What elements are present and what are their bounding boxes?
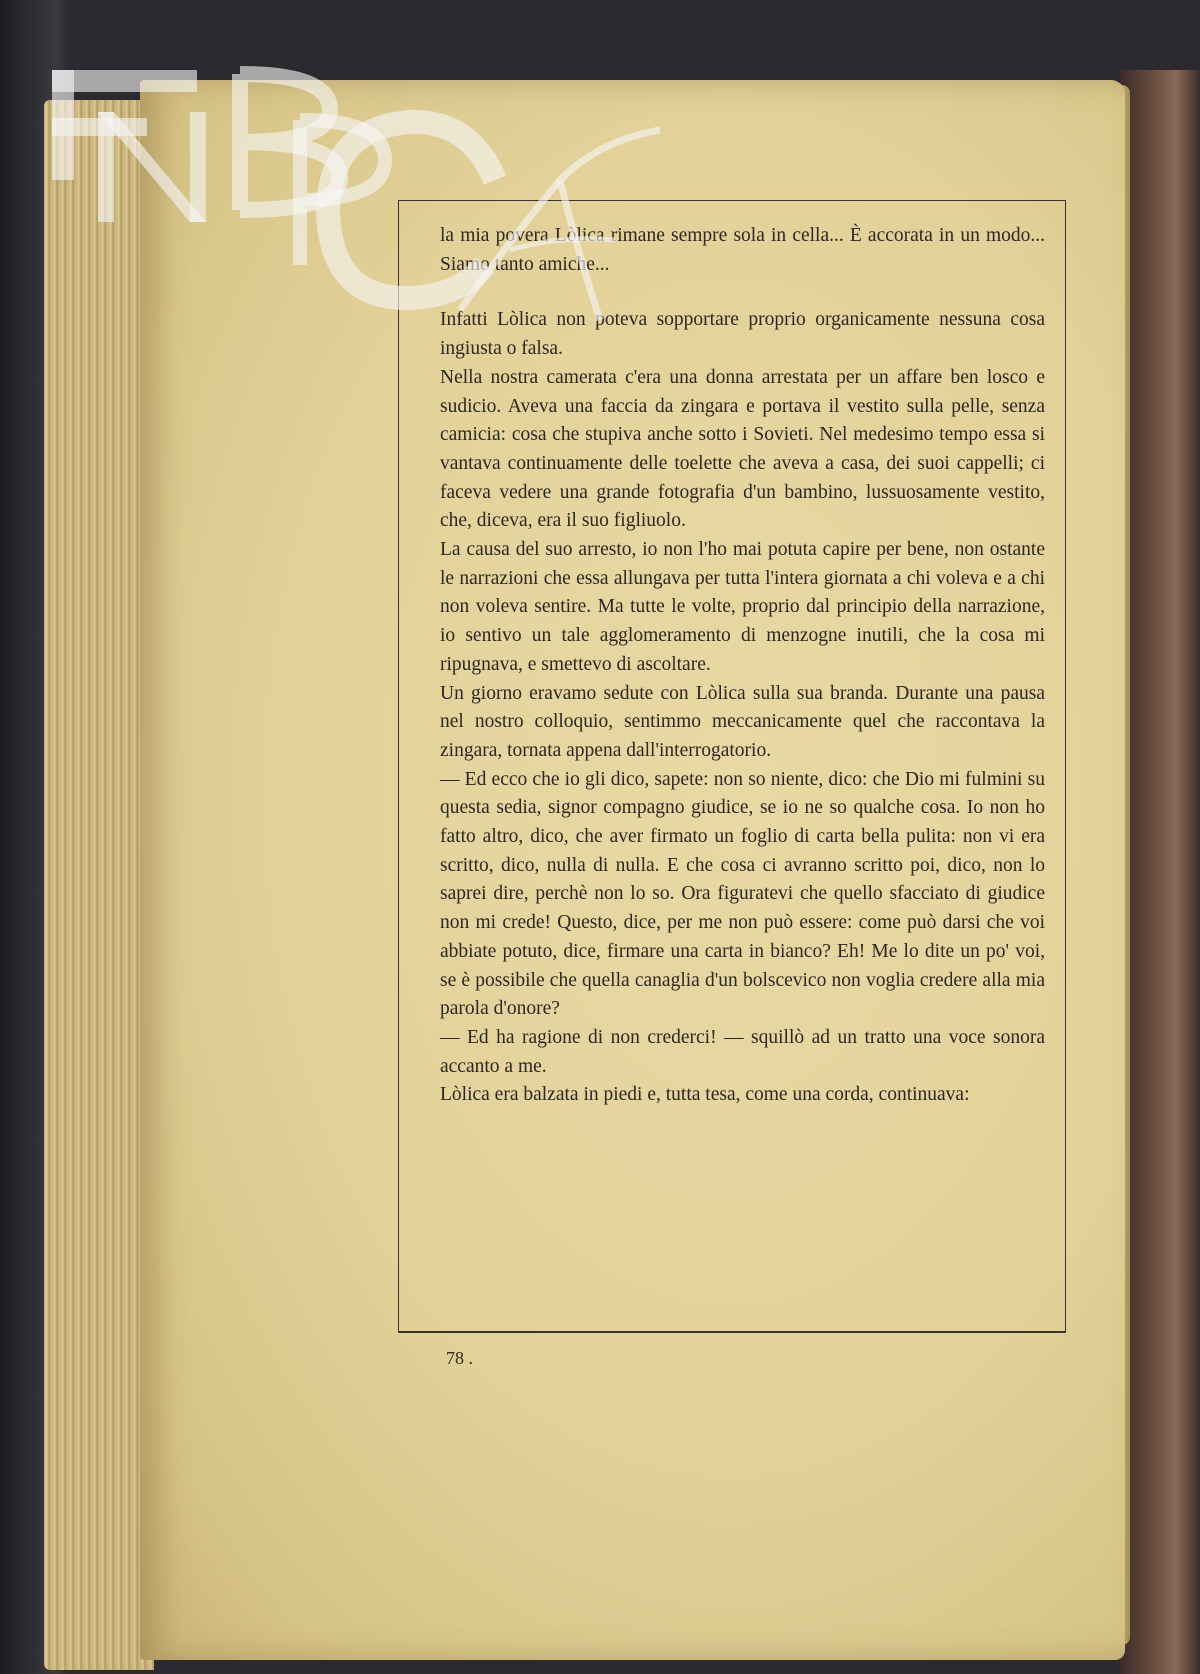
paragraph: Un giorno eravamo sedute con Lòlica sulla sua branda. Durante una pausa nel nostro colloquio, sentimmo meccanicamente quel che raccontava la zingara, tornata appena dall'interrogatorio.	[440, 682, 1045, 761]
fnbpca-watermark-logo	[40, 60, 720, 340]
paragraph: Infatti Lòlica non poteva sopportare proprio organicamente nessuna cosa ingiusta o falsa.	[440, 309, 1045, 360]
paragraph: Lòlica era balzata in piedi e, tutta tesa, come una corda, continuava:	[440, 1084, 970, 1106]
paragraph: la mia povera Lòlica rimane sempre sola in cella... È accorata in un modo... Siamo tanto amiche...	[440, 225, 1045, 275]
page-text	[440, 222, 1045, 1110]
page-number: 78 .	[446, 1348, 473, 1368]
paragraph: Nella nostra camerata c'era una donna arrestata per un affare ben losco e sudicio. Aveva una faccia da zingara e portava il vestito sulla pelle, senza camicia: cosa che stupiva anche sotto i Sovieti. Nel medesimo tempo essa si vantava continuamente delle toelette che aveva a casa, dei suoi cappelli; ci faceva vedere una grande fotografia d'un bambino, lussuosamente vestito, che, diceva, era il suo figliuolo.	[440, 366, 1045, 532]
paragraph: La causa del suo arresto, io non l'ho mai potuta capire per bene, non ostante le narrazioni che essa allungava per tutta l'intera giornata a chi voleva e a chi non voleva sentire. Ma tutte le volte, proprio dal principio della narrazione, io sentivo un tale agglomeramento di menzogne inutili, che la cosa mi ripugnava, e smettevo di ascoltare.	[440, 539, 1045, 675]
paragraph: — Ed ha ragione di non crederci! — squillò ad un tratto una voce sonora accanto a me.	[440, 1026, 1045, 1077]
paragraph: — Ed ecco che io gli dico, sapete: non so niente, dico: che Dio mi fulmini su questa sedia, signor compagno giudice, se io ne so qualche cosa. Io non ho fatto altro, dico, che aver firmato un foglio di carta bella pulita: non vi era scritto, dico, nulla di nulla. E che cosa ci avranno scritto poi, dico, non lo saprei dire, perchè non lo so. Ora figuratevi che quello sfacciato di giudice non mi crede! Questo, dice, per me non può essere: come può darsi che voi abbiate potuto, dice, firmare una carta in bianco? Eh! Me lo dite un po' voi, se è possibile che quella canaglia d'un bolscevico non voglia credere alla mia parola d'onore?	[440, 768, 1045, 1020]
book-binding-right	[1120, 70, 1200, 1674]
